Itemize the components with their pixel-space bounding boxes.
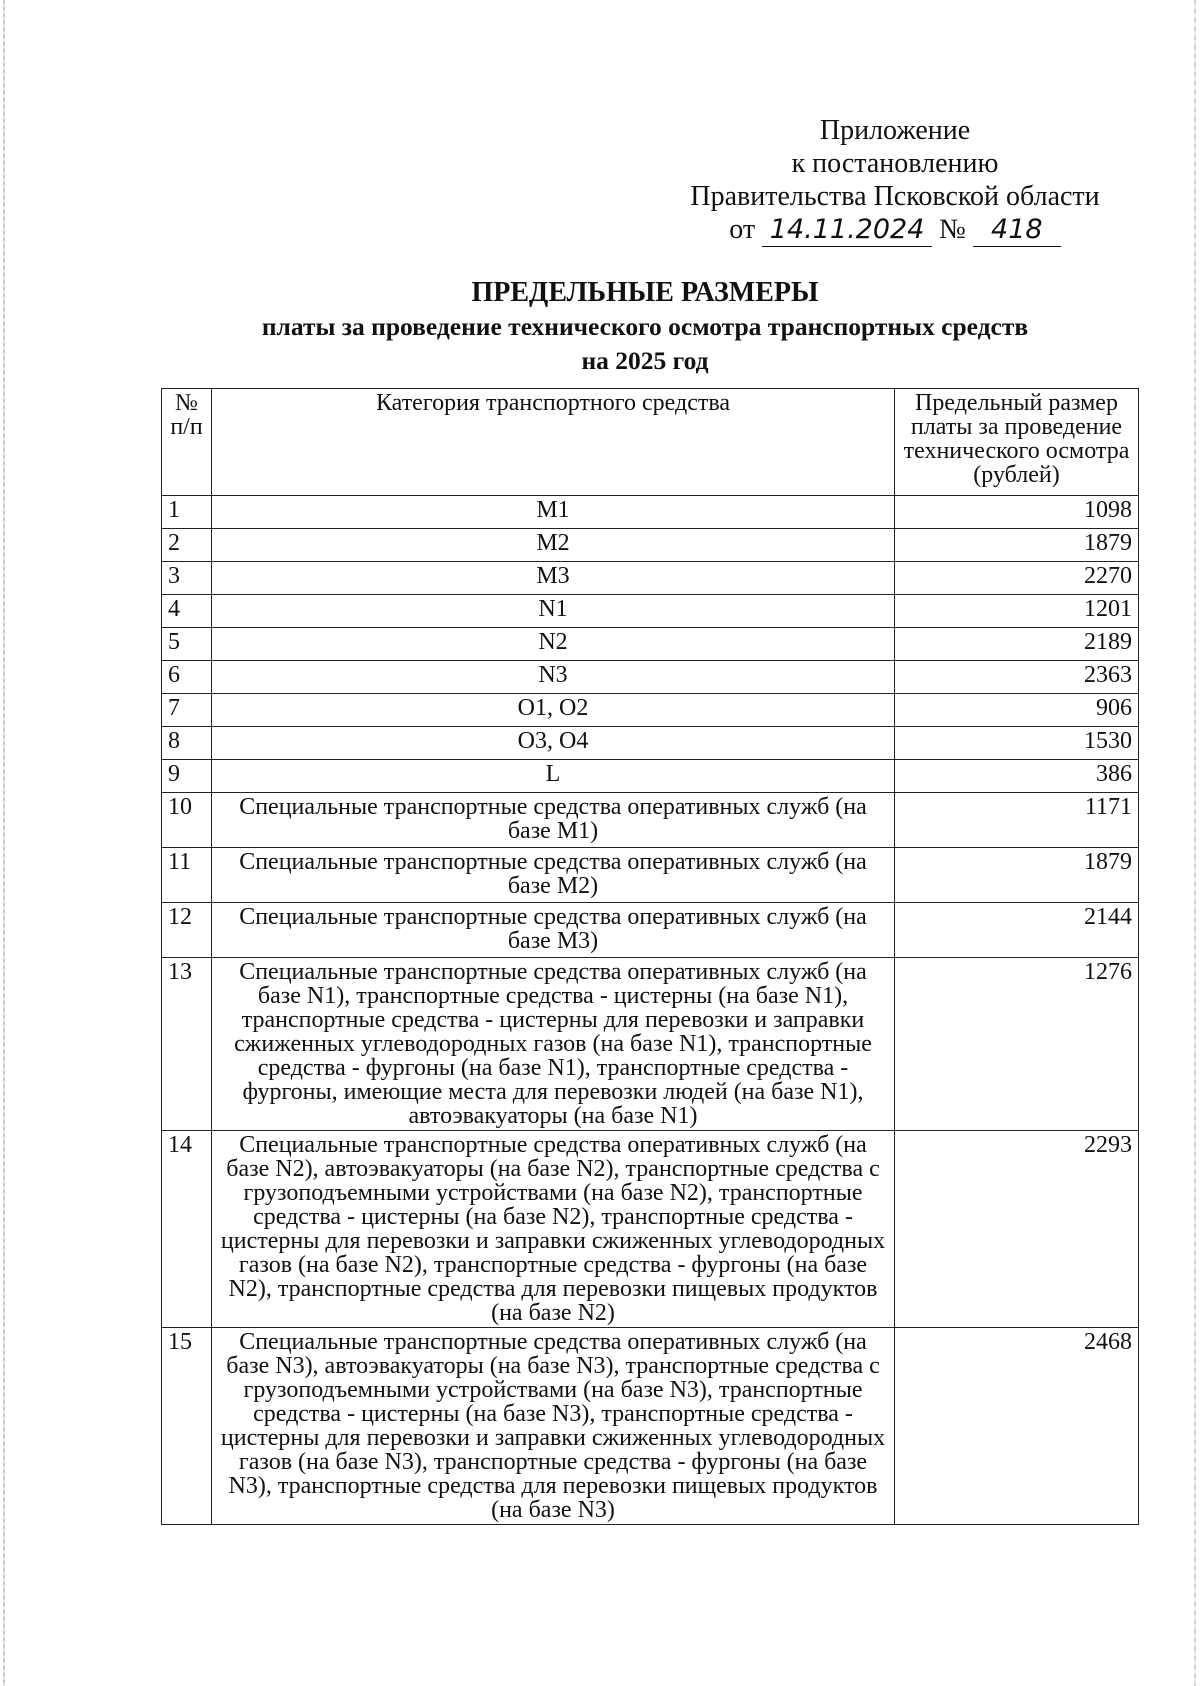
row-fee: 1276 (895, 958, 1139, 1131)
row-num: 1 (162, 496, 212, 529)
row-category: L (212, 760, 895, 793)
handwritten-date: 14.11.2024 (762, 213, 932, 247)
table-row (162, 628, 1139, 661)
row-category: N3 (212, 661, 895, 694)
table-row (162, 661, 1139, 694)
row-fee: 2270 (895, 562, 1139, 595)
row-category: Специальные транспортные средства оперативных служб (на базе M3) (212, 903, 895, 958)
table-row (162, 1131, 1139, 1328)
row-fee: 1879 (895, 529, 1139, 562)
appendix-line-1: Приложение (819, 115, 971, 146)
row-fee: 1530 (895, 727, 1139, 760)
table-row (162, 529, 1139, 562)
title-line-2: платы за проведение технического осмотра транспортных средств (261, 312, 1029, 341)
table-row (162, 793, 1139, 848)
title-line-3: на 2025 год (581, 346, 709, 375)
appendix-line-2: к постановлению (791, 148, 999, 179)
row-category: M1 (212, 496, 895, 529)
row-fee: 1098 (895, 496, 1139, 529)
table-row (162, 903, 1139, 958)
row-fee: 2144 (895, 903, 1139, 958)
row-category: N2 (212, 628, 895, 661)
date-prefix: от (729, 214, 756, 245)
row-num: 5 (162, 628, 212, 661)
appendix-date-line (660, 213, 1130, 247)
row-category: M2 (212, 529, 895, 562)
row-category: M3 (212, 562, 895, 595)
row-num: 10 (162, 793, 212, 848)
row-fee: 386 (895, 760, 1139, 793)
row-num: 6 (162, 661, 212, 694)
row-num: 2 (162, 529, 212, 562)
row-num: 14 (162, 1131, 212, 1328)
table-row (162, 1328, 1139, 1525)
row-fee: 906 (895, 694, 1139, 727)
table-row (162, 595, 1139, 628)
table-row (162, 562, 1139, 595)
table-row (162, 694, 1139, 727)
row-fee: 2468 (895, 1328, 1139, 1525)
row-category: Специальные транспортные средства оперативных служб (на базе N1), транспортные средства - цистерны (на базе N1), транспортные средства - цистерны для перевозки и заправки сжиженных углеводородных газов (на базе N1), транспортные средства - фургоны (на базе N1), транспортные средства - фургоны, имеющие места для перевозки людей (на базе N1), автоэвакуаторы (на базе N1) (212, 958, 895, 1131)
row-category: Специальные транспортные средства оперативных служб (на базе N2), автоэвакуаторы (на базе N2), транспортные средства с грузоподъемными устройствами (на базе N2), транспортные средства - цистерны (на базе N2), транспортные средства - цистерны для перевозки и заправки сжиженных углеводородных газов (на базе N2), транспортные средства - фургоны (на базе N2), транспортные средства для перевозки пищевых продуктов (на базе N2) (212, 1131, 895, 1328)
header-num: № п/п (162, 389, 212, 496)
row-category: Специальные транспортные средства оперативных служб (на базе M2) (212, 848, 895, 903)
row-category: O3, O4 (212, 727, 895, 760)
row-num: 7 (162, 694, 212, 727)
header-category: Категория транспортного средства (212, 389, 895, 496)
row-category: Специальные транспортные средства оперативных служб (на базе M1) (212, 793, 895, 848)
row-fee: 2363 (895, 661, 1139, 694)
document-title (150, 276, 1140, 378)
fees-table (161, 388, 1139, 1525)
row-num: 8 (162, 727, 212, 760)
row-fee: 2189 (895, 628, 1139, 661)
row-num: 4 (162, 595, 212, 628)
table-row (162, 496, 1139, 529)
table-row (162, 727, 1139, 760)
row-fee: 1171 (895, 793, 1139, 848)
appendix-line-3: Правительства Псковской области (690, 181, 1100, 212)
row-num: 13 (162, 958, 212, 1131)
scan-edge-right (1194, 0, 1196, 1686)
table-row (162, 760, 1139, 793)
row-category: O1, O2 (212, 694, 895, 727)
header-fee: Предельный размер платы за проведение технического осмотра (рублей) (895, 389, 1139, 496)
handwritten-number: 418 (973, 213, 1061, 247)
table-row (162, 848, 1139, 903)
row-num: 11 (162, 848, 212, 903)
row-category: Специальные транспортные средства оперативных служб (на базе N3), автоэвакуаторы (на базе N3), транспортные средства с грузоподъемными устройствами (на базе N3), транспортные средства - цистерны (на базе N3), транспортные средства - цистерны для перевозки и заправки сжиженных углеводородных газов (на базе N3), транспортные средства - фургоны (на базе N3), транспортные средства для перевозки пищевых продуктов (на базе N3) (212, 1328, 895, 1525)
row-num: 15 (162, 1328, 212, 1525)
table-header-row (162, 389, 1139, 496)
row-fee: 1201 (895, 595, 1139, 628)
row-num: 12 (162, 903, 212, 958)
table-row (162, 958, 1139, 1131)
title-line-1: ПРЕДЕЛЬНЫЕ РАЗМЕРЫ (471, 277, 819, 308)
row-num: 9 (162, 760, 212, 793)
appendix-block (660, 114, 1130, 247)
row-fee: 1879 (895, 848, 1139, 903)
scan-edge-left (3, 0, 5, 1686)
number-sign: № (939, 214, 966, 245)
row-num: 3 (162, 562, 212, 595)
row-fee: 2293 (895, 1131, 1139, 1328)
row-category: N1 (212, 595, 895, 628)
